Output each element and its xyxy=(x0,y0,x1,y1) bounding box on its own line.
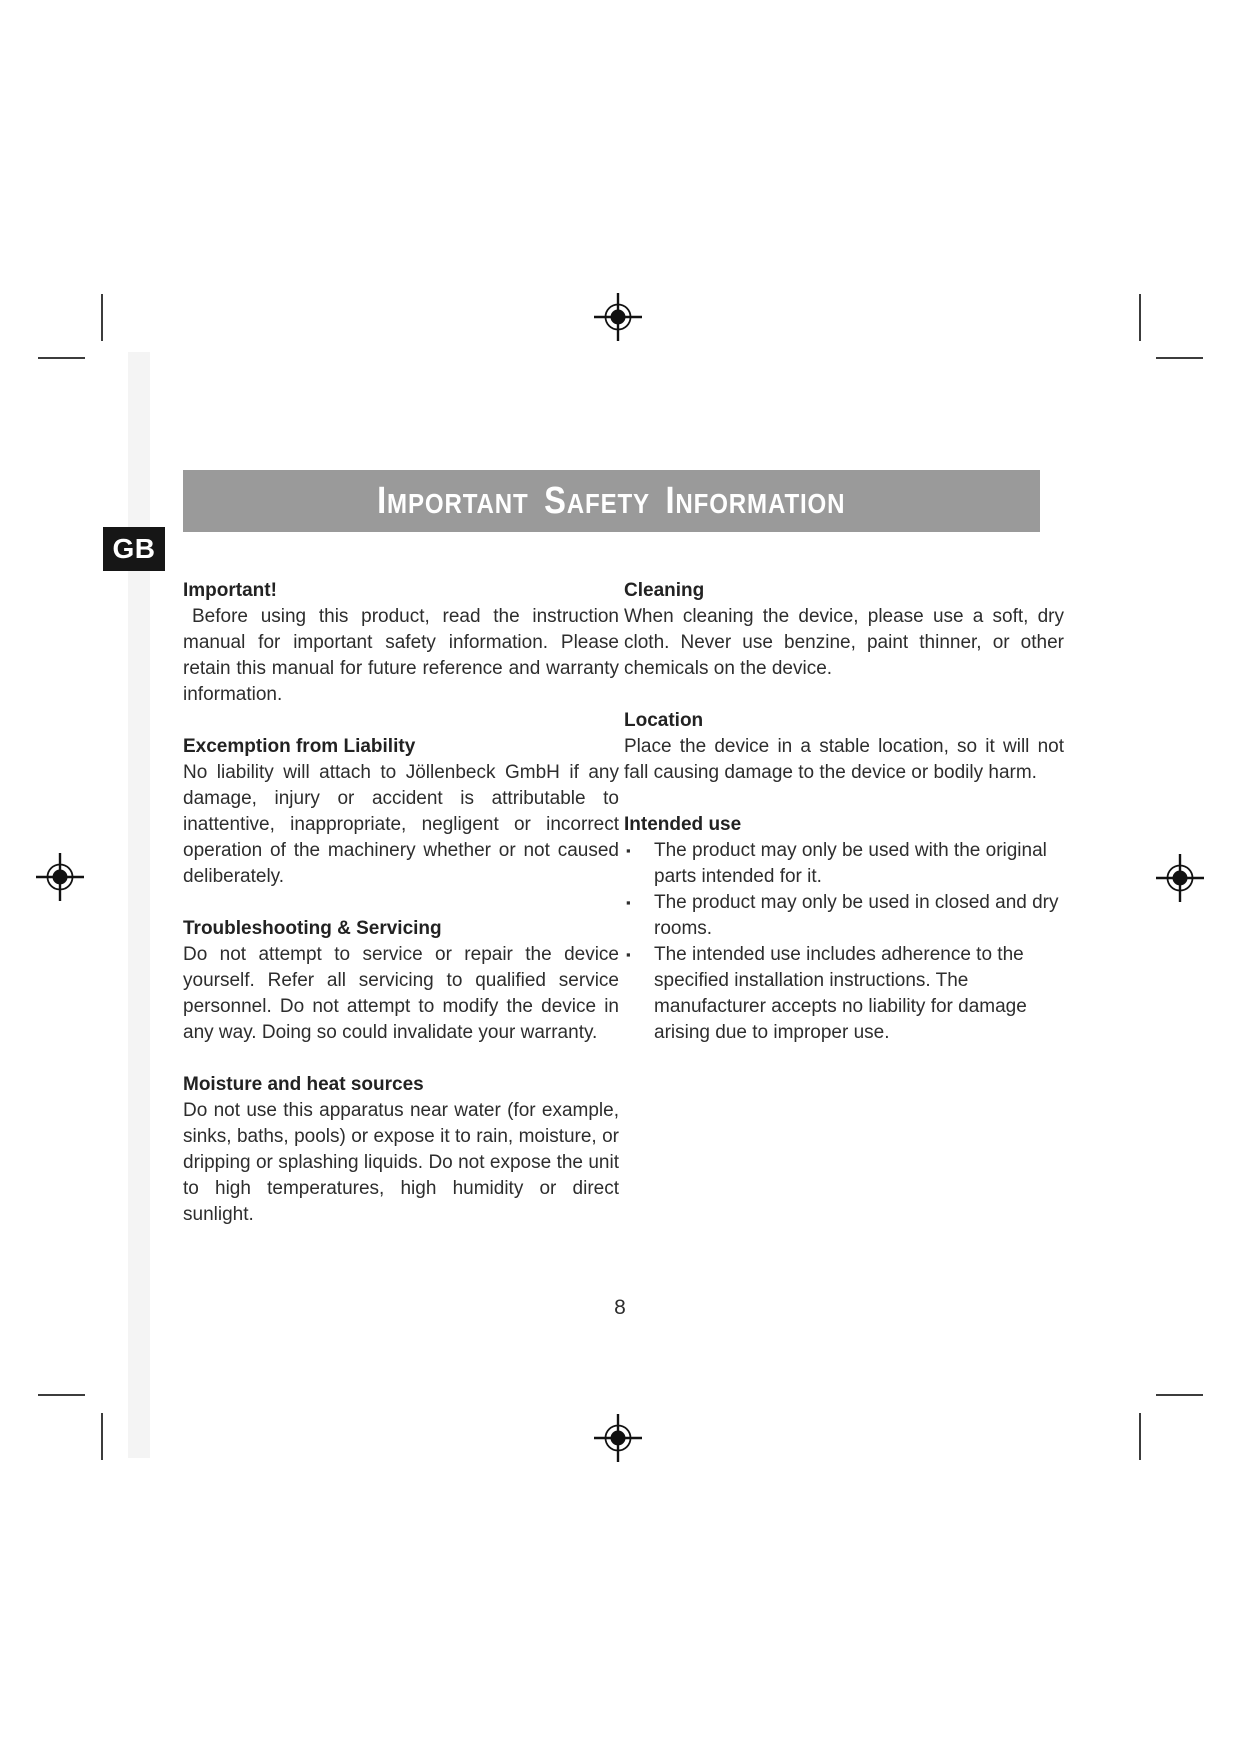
square-bullet-icon: ▪ xyxy=(626,895,631,910)
title-word-rest: AFETY xyxy=(566,487,651,519)
registration-mark-icon xyxy=(592,1412,644,1464)
section-paragraph: When cleaning the device, please use a soft, dry cloth. Never use benzine, paint thinner, or other chemicals on the device. xyxy=(624,606,1064,679)
section-heading: Important! xyxy=(183,580,277,601)
section-paragraph: Before using this product, read the instruction manual for important safety information. Please retain this manual for future reference and warranty information. xyxy=(183,606,619,705)
bullet-item xyxy=(624,890,1064,942)
section-heading: Troubleshooting & Servicing xyxy=(183,918,442,939)
section-intended-use xyxy=(624,812,1064,1046)
section-paragraph: No liability will attach to Jöllenbeck GmbH if any damage, injury or accident is attributable to inattentive, inappropriate, negligent or incorrect operation of the machinery whether or not caused deliberately. xyxy=(183,762,619,887)
crop-mark-bottom-right-horizontal xyxy=(1156,1394,1203,1396)
square-bullet-icon: ▪ xyxy=(626,843,631,858)
crop-mark-top-left-horizontal xyxy=(38,357,85,359)
right-column xyxy=(624,578,1064,1046)
language-tab-gb: GB xyxy=(103,527,165,571)
section-heading: Cleaning xyxy=(624,580,705,601)
crop-mark-bottom-left-horizontal xyxy=(38,1394,85,1396)
title-word-lead: S xyxy=(544,479,567,522)
crop-mark-top-right-vertical xyxy=(1139,294,1141,341)
section-location xyxy=(624,708,1064,786)
bullet-item xyxy=(624,942,1064,1046)
section-paragraph: Do not attempt to service or repair the device yourself. Refer all servicing to qualified service personnel. Do not attempt to modify the device in any way. Doing so could invalidate your warranty. xyxy=(183,944,619,1043)
scan-shadow-band xyxy=(128,352,150,1458)
section-important xyxy=(183,578,619,708)
section-heading: Excemption from Liability xyxy=(183,736,416,757)
title-word-lead: I xyxy=(665,479,676,522)
section-heading: Intended use xyxy=(624,814,742,835)
section-cleaning xyxy=(624,578,1064,682)
section-heading: Moisture and heat sources xyxy=(183,1074,424,1095)
section-paragraph: Place the device in a stable location, so it will not fall causing damage to the device or bodily harm. xyxy=(624,736,1064,783)
section-liability xyxy=(183,734,619,890)
section-troubleshooting xyxy=(183,916,619,1046)
title-word-rest: MPORTANT xyxy=(387,487,529,519)
crop-mark-top-right-horizontal xyxy=(1156,357,1203,359)
title-word-lead: I xyxy=(377,479,388,522)
crop-mark-top-left-vertical xyxy=(101,294,103,341)
title-word-rest: NFORMATION xyxy=(675,487,846,519)
left-column xyxy=(183,578,619,1254)
section-header-banner xyxy=(183,470,1040,532)
section-moisture xyxy=(183,1072,619,1228)
registration-mark-icon xyxy=(34,851,86,903)
crop-mark-bottom-left-vertical xyxy=(101,1413,103,1460)
page-title xyxy=(370,480,854,523)
bullet-text: The product may only be used in closed and dry rooms. xyxy=(654,892,1059,939)
section-heading: Location xyxy=(624,710,704,731)
registration-mark-icon xyxy=(1154,852,1206,904)
page-number: 8 xyxy=(614,1296,626,1319)
registration-mark-icon xyxy=(592,291,644,343)
crop-mark-bottom-right-vertical xyxy=(1139,1413,1141,1460)
bullet-text: The product may only be used with the original parts intended for it. xyxy=(654,840,1047,887)
bullet-item xyxy=(624,838,1064,890)
section-paragraph: Do not use this apparatus near water (for example, sinks, baths, pools) or expose it to rain, moisture, or dripping or splashing liquids. Do not expose the unit to high temperatures, high humidity or direct sunlight. xyxy=(183,1100,619,1225)
square-bullet-icon: ▪ xyxy=(626,947,631,962)
bullet-text: The intended use includes adherence to the specified installation instructions. The manufacturer accepts no liability for damage arising due to improper use. xyxy=(654,944,1027,1043)
